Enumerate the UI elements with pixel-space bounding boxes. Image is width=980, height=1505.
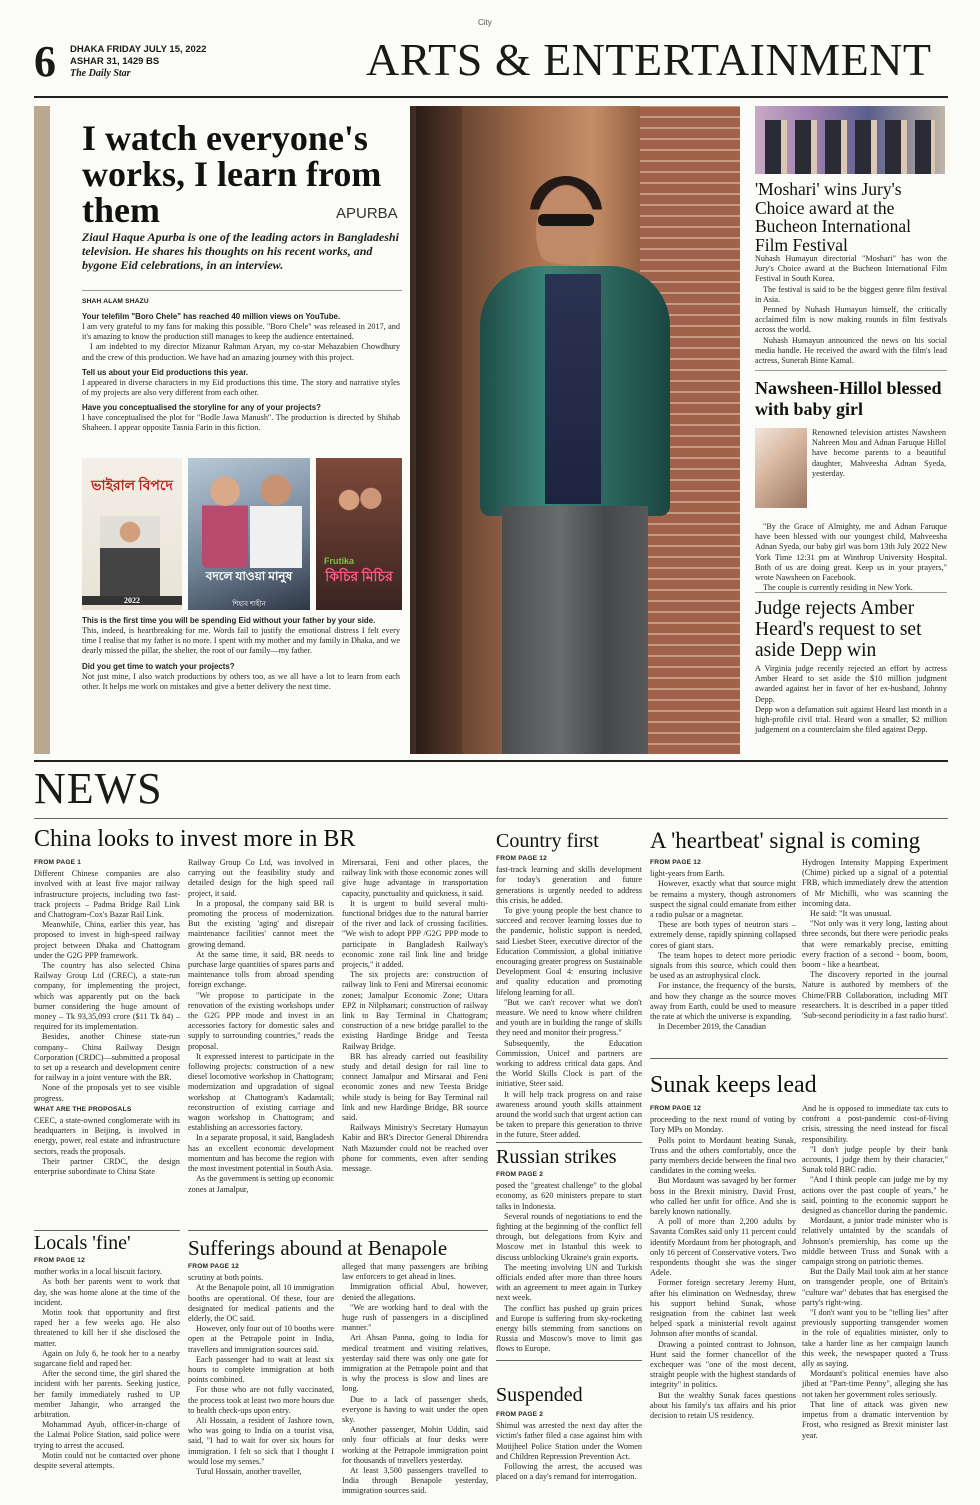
depp-headline: Judge rejects Amber Heard's request to set aside Depp win	[755, 598, 922, 661]
apurba-body-top	[82, 312, 400, 452]
heartbeat-c1e: For instance, the frequency of the bursts, and how they change as the source moves away from Earth, could be used to measure the rate at which the universe is expanding.	[650, 981, 796, 1022]
poster-3-tag: Frutika	[324, 556, 355, 566]
locals-para-6: Mohammad Ayub, officer-in-charge of the Lalmai Police Station, said police were trying to arrest the accused.	[34, 1420, 180, 1450]
city-label: City	[478, 18, 492, 27]
country-para-4: Subsequently, the Education Commission, Unicef and partners are working to address critical data gaps. And the World Skills Clock is part of the initiative, Steer said.	[496, 1038, 642, 1089]
suspended-para-2: Following the arrest, the accused was placed on a day's remand for interrogation.	[496, 1462, 642, 1482]
china-c1e: None of the proposals yet to see visible progress.	[34, 1083, 180, 1103]
country-para-3: "But we can't recover what we don't measure. We need to know where children and youth are in building the range of skills they need and monitor their progress."	[496, 997, 642, 1038]
benapole-c1g: Tutul Hossain, another traveller,	[196, 1467, 302, 1477]
sunak-col-1	[650, 1104, 796, 1492]
poster-1-title: ভাইরাল বিপদে	[91, 479, 173, 494]
heartbeat-c2b: He said: "It was unusual.	[810, 909, 892, 919]
news-section-title: NEWS	[34, 764, 163, 813]
china-c1b: Meanwhile, China, earlier this year, has proposed to invest in high-speed railway project between Dhaka and Chattogram under the G2G PPP framework.	[34, 920, 180, 960]
locals-body	[34, 1256, 180, 1492]
china-c3: Mirersarai, Feni and other places, the railway link with those economic zones will give huge advantage in transportation capacity, punctuality and quickness, it said.	[342, 858, 488, 898]
moshari-headline: 'Moshari' wins Jury's Choice award at the Bucheon International Film Festival	[755, 179, 911, 255]
poster-viral-bipode	[82, 458, 182, 610]
china-c2c: At the same time, it said, BR needs to purchase large quantities of spares parts and maintenance tolls from abroad spending foreign exchange.	[188, 949, 334, 990]
apurba-answer-4: This, indeed, is heartbreaking for me. Words fail to justify the emotional distress I felt every time I realise that my father is no more. I spent with my mother and my family in Dhaka, and we dearly missed the pillar, the shelter, the root of our family—my father.	[82, 626, 400, 656]
apurba-answer-5: Not just mine, I also watch productions by others too, as we all have a lot to learn from each other. It helps me work on mistakes and give a better delivery the next time.	[82, 671, 400, 691]
apurba-question-5: Did you get time to watch your projects?	[82, 661, 235, 671]
russian-para-2: Several rounds of negotiations to end the fighting at the beginning of the conflict fell through, but delegations from Kyiv and Moscow met in Istanbul this week to discuss unblocking Ukraine's grain exports.	[496, 1211, 642, 1262]
locals-para-1: mother works in a local biscuit factory.	[34, 1267, 162, 1277]
suspended-body	[496, 1410, 642, 1494]
china-c2e: It expressed interest to participate in the following projects: construction of a new diesel locomotive workshop in Chattogram; modernization and upgradation of signal workshop at Chattogram's Kadamtali; reconstruction of existing carriage and wagon workshop in Chattogram; and establishing an accessories factory.	[188, 1051, 334, 1133]
sunak-c2f: "I don't want you to be "telling lies" after previously supporting transgender women in the role of equalities minister, only to take a harder line as her campaign launch this week, the newspaper quoted a Truss ally as saying.	[802, 1308, 948, 1369]
country-from: FROM PAGE 12	[496, 855, 548, 862]
benapole-col-2	[342, 1262, 488, 1496]
heartbeat-c1d: The team hopes to detect more periodic signals from this source, which could then be used as an astrophysical clock.	[650, 950, 796, 981]
apurba-question-1: Your telefilm "Boro Chele" has reached 40 million views on YouTube.	[82, 312, 341, 321]
china-c1c: The country has also selected China Railway Group Ltd (CREC), a state-run company, for implementing the project, which was apparently put on the back burner considering the huge amount of money – Tk 93,35,093 crore ($11 Tk 84) – required for its implementation.	[34, 961, 180, 1032]
china-c1d: Besides, another Chinese state-run company– China Railway Design Corporation (CRDC)—submitted a proposal to set up a research and development centre for railway in a joint venture with the BR.	[34, 1032, 180, 1083]
sunak-c2g: Mordaunt's political enemies have also jibed at "Part-time Penny", alleging she has not taken her government roles seriously.	[802, 1369, 948, 1399]
china-c2g: As the government is setting up economic zones at Jamalpur,	[188, 1174, 334, 1194]
heartbeat-c2d: The discovery reported in the journal Nature is authored by members of the Chime/FRB Collaboration, including MIT researchers. It is described in a paper titled 'Sub-second periodicity in a fast radio burst'.	[802, 970, 948, 1021]
apurba-question-3: Have you conceptualised the storyline for any of your projects?	[82, 403, 321, 413]
locals-headline: Locals 'fine'	[34, 1232, 131, 1254]
country-headline: Country first	[496, 830, 599, 852]
russian-rule	[496, 1142, 642, 1143]
locals-para-2: As both her parents went to work that day, she was home alone at the time of the incident.	[34, 1277, 180, 1307]
sunak-c1e: Former foreign secretary Jeremy Hunt, after his elimination on Wednesday, threw his support behind Sunak, whose resignation from the cabinet last week helped spark a ministerial revolt against Johnson after months of scandal.	[650, 1278, 796, 1339]
sunak-rule	[650, 1058, 948, 1059]
sunak-c2e: But the Daily Mail took aim at her stance on transgender people, one of Britain's "culture war" debates that has energised the party's right-wing.	[802, 1267, 948, 1307]
page-number: 6	[34, 37, 56, 86]
apurba-body-bottom	[82, 616, 400, 750]
masthead-rule	[34, 96, 948, 98]
news-top-rule	[34, 760, 948, 762]
apurba-byline: SHAH ALAM SHAZU	[82, 298, 149, 305]
moshari-body	[755, 254, 947, 364]
heartbeat-from: FROM PAGE 12	[650, 859, 702, 866]
poster-3-figure	[326, 476, 392, 556]
poster-3-title: কিচির মিচির	[325, 570, 393, 585]
news-title-rule	[34, 818, 948, 819]
nawsheen-rule	[755, 592, 947, 593]
heartbeat-c2c: "Not only was it very long, lasting about three seconds, but there were periodic peaks that were remarkably precise, emitting every fraction of a second - boom, boom, boom - like a heartbeat.	[802, 919, 948, 970]
locals-rule	[34, 1230, 180, 1231]
china-from: FROM PAGE 1	[34, 859, 82, 866]
benapole-from: FROM PAGE 12	[188, 1263, 240, 1270]
poster-2-figure-b	[250, 468, 302, 568]
benapole-c2f: Another passenger, Mohin Uddin, said only four officials at four desks were working at the Petrapole immigration point for thousands of travellers yesterday.	[342, 1425, 488, 1465]
nawsheen-photo	[755, 428, 807, 508]
nawsheen-para-2: "By the Grace of Almighty, me and Adnan Faruque have been blessed with our youngest child, Mahveesha Adnan Syeda, our baby girl was born 13th July 2022 New York Time 12:31 pm at Winthrop University Hospital. Both of us are doing great. Keep us in your prayers," wrote Nawsheen on Facebook.	[755, 522, 947, 583]
photo-trousers	[502, 506, 648, 754]
russian-body	[496, 1170, 642, 1356]
apurba-headline: I watch everyone's works, I learn from them	[82, 118, 382, 230]
benapole-c2e: Due to a lack of passenger sheds, everyone is having to wait under the open sky.	[342, 1394, 488, 1425]
benapole-c1b: At the Benapole point, all 10 immigration booths are operational. Of these, four are designated for medical patients and the elderly, the OC said.	[188, 1283, 334, 1324]
benapole-headline: Sufferings abound at Benapole	[188, 1236, 448, 1260]
china-c2f: In a separate proposal, it said, Bangladesh has an excellent economic development momentum and has become the region with the most investment potential in South Asia.	[188, 1133, 334, 1174]
sunak-c1f: Drawing a pointed contrast to Johnson, Hunt said the former chancellor of the exchequer was "one of the most decent, straight people with the highest standards of integrity" in politics.	[650, 1339, 796, 1390]
poster-2-figure-a	[202, 472, 248, 568]
suspended-headline: Suspended	[496, 1384, 583, 1406]
benapole-c1d: Each passenger had to wait at least six hours to complete immigration at both points combined.	[188, 1354, 334, 1385]
moshari-para-3: Penned by Nuhash Humayun himself, the critically acclaimed film is now making rounds in film festivals across the world.	[755, 305, 947, 335]
apurba-answer-3: I have conceptualised the plot for "Bodle Jawa Manush". The production is directed by Shihab Shaheen. I appear opposite Tasnia Farin in this fiction.	[82, 413, 400, 433]
sunak-c2d: Mordaunt, a junior trade minister who is relatively untainted by the scandals of Johnson's premiership, has come up the middle between Truss and Sunak with a campaign strong on patriotic themes.	[802, 1216, 948, 1267]
apurba-question-4: This is the first time you will be spending Eid without your father by your side.	[82, 616, 376, 625]
sunak-c1d: A poll of more than 2,200 adults by Savanta ComRes said only 11 percent could identify Mordaunt from her photograph, and only 16 percent of Conservative voters. Two respondents thought she was the singer Adele.	[650, 1217, 796, 1278]
nawsheen-para-3: The couple is currently residing in New York.	[763, 583, 913, 593]
poster-1-figure	[100, 516, 160, 596]
apurba-answer-1: I am very grateful to my fans for making this possible. "Boro Chele" was released in 2017, and it's amazing to know the production still manages to keep the audience entertained.	[82, 322, 400, 342]
photo-shirt	[545, 274, 601, 504]
locals-para-5: After the second time, the girl shared the incident with her parents. Seeking justice, her family immediately rushed to UP member Jahangir, who arranged the arbitration.	[34, 1369, 180, 1420]
heartbeat-headline: A 'heartbeat' signal is coming	[650, 828, 921, 853]
china-headline: China looks to invest more in BR	[34, 826, 356, 852]
sunak-c2b: "I don't judge people by their bank accounts, I judge them by their character," Sunak told BBC radio.	[802, 1144, 948, 1175]
sunak-c2h: That line of attack was given new impetus from a dramatic intervention by Frost, who resigned as Brexit minister last year.	[802, 1399, 948, 1440]
china-subhead: WHAT ARE THE PROPOSALS	[34, 1105, 132, 1113]
russian-para-4: The conflict has pushed up grain prices and Europe is suffering from sky-rocketing energy bills stemming from sanctions on Russia and Moscow's move to limit gas flows to Europe.	[496, 1303, 642, 1354]
poster-2-title: বদলে যাওয়া মানুষ	[205, 569, 293, 583]
china-col-2	[188, 858, 334, 1230]
apurba-intro: Ziaul Haque Apurba is one of the leading actors in Bangladeshi television. He shares his thoughts on his recent works, and bygone Eid celebrations, in an interview.	[82, 230, 399, 272]
dateline	[70, 44, 206, 80]
poster-1-year: 2022	[82, 596, 182, 605]
benapole-c2b: Immigration official Abul, however, denied the allegations.	[342, 1282, 488, 1302]
suspended-from: FROM PAGE 2	[496, 1411, 544, 1418]
paper-name: The Daily Star	[70, 68, 131, 79]
photo-sunglasses	[538, 214, 594, 226]
sunak-col-2	[802, 1104, 948, 1492]
poster-kichir-michir	[316, 458, 402, 610]
russian-headline: Russian strikes	[496, 1146, 617, 1168]
poster-2-credit: শিহাব শাহীন	[232, 600, 266, 608]
moshari-para-1: Nuhash Humayun directorial "Moshari" has won the Jury's Choice award at the Bucheon International Film Festival in South Korea.	[755, 254, 947, 284]
russian-from: FROM PAGE 2	[496, 1171, 544, 1178]
locals-from: FROM PAGE 12	[34, 1257, 86, 1264]
china-c1: Different Chinese companies are also involved with at least five major railway infrastructure projects, including two fast-track projects – Padma Bridge Rail Link and Chattogram-Cox's Bazar Rail Link.	[34, 869, 180, 920]
depp-para-1: A Virginia judge recently rejected an effort by actress Amber Heard to set aside the $10 million judgment awarded against her in favor of her ex-husband, Johnny Depp.	[755, 664, 947, 704]
benapole-c2: alleged that many passengers are bribing law enforcers to get ahead in lines.	[342, 1262, 488, 1282]
moshari-rule	[755, 370, 947, 371]
benapole-col-1	[188, 1262, 334, 1492]
country-para-5: It will help track progress on and raise awareness around youth skills attainment around the world such that urgent action can be taken to prepare this generation to thrive in the future, Steer added.	[496, 1089, 642, 1140]
china-c3e: Railways Ministry's Secretary Humayun Kabir and BR's Director General Dhirendra Nath Mazumder could not be reached over phone for comments, even after sending message.	[342, 1123, 488, 1174]
apurba-tag: APURBA	[336, 205, 398, 222]
china-c2: Railway Group Co Ltd, was involved in carrying out the feasibility study and detailed design for the high speed rail project, it said.	[188, 858, 334, 898]
benapole-rule	[188, 1230, 488, 1231]
section-title: ARTS & ENTERTAINMENT	[366, 34, 932, 85]
china-c1g: Their partner CRDC, the design enterprise subordinate to China State	[34, 1156, 180, 1177]
date-text: DHAKA FRIDAY JULY 15, 2022	[70, 44, 207, 55]
photo-group	[765, 120, 935, 174]
china-col-3	[342, 858, 488, 1230]
benapole-c2d: Ari Ahsan Panna, going to India for medical treatment and visiting relatives, yesterday said there was only one gate for immigration at the Petrapole point and that is why the process is slow and lines are long.	[342, 1333, 488, 1394]
suspended-para-1: Shimul was arrested the next day after the victim's father filed a case against him with Motijheel Police Station under the Women and Children Repression Prevention Act.	[496, 1421, 642, 1461]
benapole-c1f: Ali Hossain, a resident of Jashore town, who was going to India on a tourist visa, said, "I had to wait for over six hours for immigration. I felt so sick that I thought I would lose my senses."	[188, 1416, 334, 1466]
apurba-intro-rule	[82, 290, 402, 291]
country-para-2: To give young people the best chance to succeed and recover learning losses due to the pandemic, holistic support is needed, said Liesbet Steer, executive director of the Education Commission, a global initiative encouraging greater progress on Sustainable Development Goal 4: ensuring inclusive and quality education and promoting lifelong learning for all.	[496, 906, 642, 997]
bangla-date-text: ASHAR 31, 1429 BS	[70, 56, 160, 67]
heartbeat-c1: light-years from Earth.	[650, 869, 725, 879]
sunak-c1b: Polls point to Mordaunt beating Sunak, Truss and the others comfortably, once the party members decide between the final two candidates in the coming weeks.	[650, 1135, 796, 1176]
poster-bodle-jawa-manush	[188, 458, 310, 610]
sunak-headline: Sunak keeps lead	[650, 1072, 817, 1098]
heartbeat-c2: Hydrogen Intensity Mapping Experiment (Chime) picked up a signal of a potential FRB, which immediately drew the attention of Mr Michilli, who was scanning the incoming data.	[802, 858, 948, 908]
locals-para-4: Again on July 6, he took her to a nearby sugarcane field and raped her.	[34, 1348, 180, 1369]
apurba-photo	[410, 106, 740, 754]
apurba-answer-1b: I am indebted to my director Mizanur Rahman Aryan, my co-star Mehazabien Chowdhury and the crew of this production. We have had an amazing journey with this project.	[82, 342, 400, 362]
apurba-answer-2: I appeared in diverse characters in my Eid productions this time. The story and narrative styles of my projects are also very different from each other.	[82, 377, 400, 398]
apurba-question-2: Tell us about your Eid productions this year.	[82, 367, 249, 377]
nawsheen-headline: Nawsheen-Hillol blessed with baby girl	[755, 378, 942, 419]
benapole-c1c: However, only four out of 10 booths were open at the Petrapole point in India, travellers and immigration sources said.	[188, 1324, 334, 1354]
moshari-photo	[755, 106, 945, 174]
country-body	[496, 854, 642, 1138]
sunak-c1: proceeding to the next round of voting by Tory MPs on Monday.	[650, 1115, 796, 1135]
locals-para-3: Motin took that opportunity and first raped her a few weeks ago. He also threatened to kill her if she disclosed the matter.	[34, 1308, 180, 1348]
sunak-c1c: But Mordaunt was savaged by her former boss in the Brexit ministry, David Frost, who called her unfit for office. And she is barely known nationally.	[650, 1176, 796, 1217]
china-c3b: It is urgent to build several multi-functional bridges due to the natural barrier of the river and lack of crossing facilities. "We wish to adopt PPP /G2G PPP mode to participate in Bangladesh Railway's economic zone rail link line and bridge projects," it added.	[342, 898, 488, 970]
china-col-1	[34, 858, 180, 1230]
moshari-para-4: Nuhash Humayun announced the news on his social media handle. He received the award with the film's lead actress, Sunerah Binte Kamal.	[755, 335, 947, 366]
china-c2b: In a proposal, the company said BR is promoting the process of modernization. But the existing 'aging' and disrepair maintenance facilities' cannot meet the growing demand.	[188, 898, 334, 949]
locals-para-7: Motin could not be contacted over phone despite several attempts.	[34, 1450, 180, 1471]
depp-body	[755, 664, 947, 754]
moshari-para-2: The festival is said to be the biggest genre film festival in Asia.	[755, 284, 947, 304]
nawsheen-body	[755, 522, 947, 593]
sunak-c2c: "And I think people can judge me by my actions over the past couple of years," he said, pointing to the economic support he designed as chancellor during the pandemic.	[802, 1175, 948, 1216]
sunak-c2: And he is opposed to immediate tax cuts to confront a post-pandemic cost-of-living crisis, stressing the need instead for fiscal responsibility.	[802, 1104, 948, 1144]
china-c3d: BR has already carried out feasibility study and detail design for rail line to connect Jamalpur and Mirsarai and Feni economic zones and new Teesta Bridge while study is being for Bay Terminal rail link and new Hardinge Bridge, BR source said.	[342, 1051, 488, 1123]
heartbeat-c1f: In December 2019, the Canadian	[658, 1022, 766, 1032]
depp-para-2: Depp won a defamation suit against Heard last month in a high-profile civil trial. Heard won a smaller, $2 million judgement on a counterclaim she filed against Depp.	[755, 704, 947, 735]
apurba-photo-frame	[34, 106, 50, 754]
heartbeat-c1c: These are both types of neutron stars – extremely dense, rapidly spinning collapsed cores of giant stars.	[650, 920, 796, 950]
benapole-c1: scrutiny at both points.	[188, 1273, 264, 1283]
russian-para-1: posed the "greatest challenge" to the global economy, as 620 ministers prepare to start talks in Indonesia.	[496, 1181, 642, 1211]
nawsheen-body-side: Renowned television artistes Nawsheen Nahreen Mou and Adnan Faruque Hillol have become parents to a beautiful daughter, Mahveesha Adnan Syeda, yesterday.	[812, 428, 946, 478]
photo-pillar	[416, 106, 462, 754]
sunak-c1g: But the wealthy Sunak faces questions about his family's tax affairs and his prior decision to retain US residency.	[650, 1390, 796, 1421]
heartbeat-c1b: However, exactly what that source might be remains a mystery, though astronomers suspect the signal could emanate from either a radio pulsar or a magnetar.	[650, 879, 796, 920]
suspended-rule	[496, 1360, 642, 1361]
benapole-c2g: At least 3,500 passengers travelled to India through Benapole yesterday, immigration sources said.	[342, 1466, 488, 1496]
heartbeat-col-2	[802, 858, 948, 1050]
benapole-c1e: For those who are not fully vaccinated, the process took at least two more hours due to health check-ups upon entry.	[188, 1385, 334, 1415]
china-c1f: CEEC, a state-owned conglomerate with its headquarters in Beijing, is involved in energy, power, real estate and infrastructure sectors, reads the proposals.	[34, 1116, 180, 1156]
russian-para-3: The meeting involving UN and Turkish officials ended after more than three hours with an agreement to meet again in Turkey next week.	[496, 1262, 642, 1303]
heartbeat-col-1	[650, 858, 796, 1050]
country-para-1: fast-track learning and skills development for today's generation and future generations is urgently needed to address this crisis, he added.	[496, 865, 642, 905]
sunak-from: FROM PAGE 12	[650, 1105, 702, 1112]
china-c3c: The six projects are: construction of railway link to Feni and Mirersai economic zones; Jamalpur Economic Zone; Uttara EPZ in Nilphamari; construction of railway link to Bay Terminal in Chattogram; construction of a new bridge parallel to the existing Hardinge Bridge and Teesta Railway Bridge.	[342, 970, 488, 1051]
china-c2d: "We propose to participate in the renovation of the existing workshops under the G2G PPP mode and invest in an accessories factory for domestic sales and supply to surrounding countries," reads the proposal.	[188, 990, 334, 1051]
benapole-c2c: "We are working hard to deal with the huge rush of passengers in a disciplined manner."	[342, 1302, 488, 1333]
